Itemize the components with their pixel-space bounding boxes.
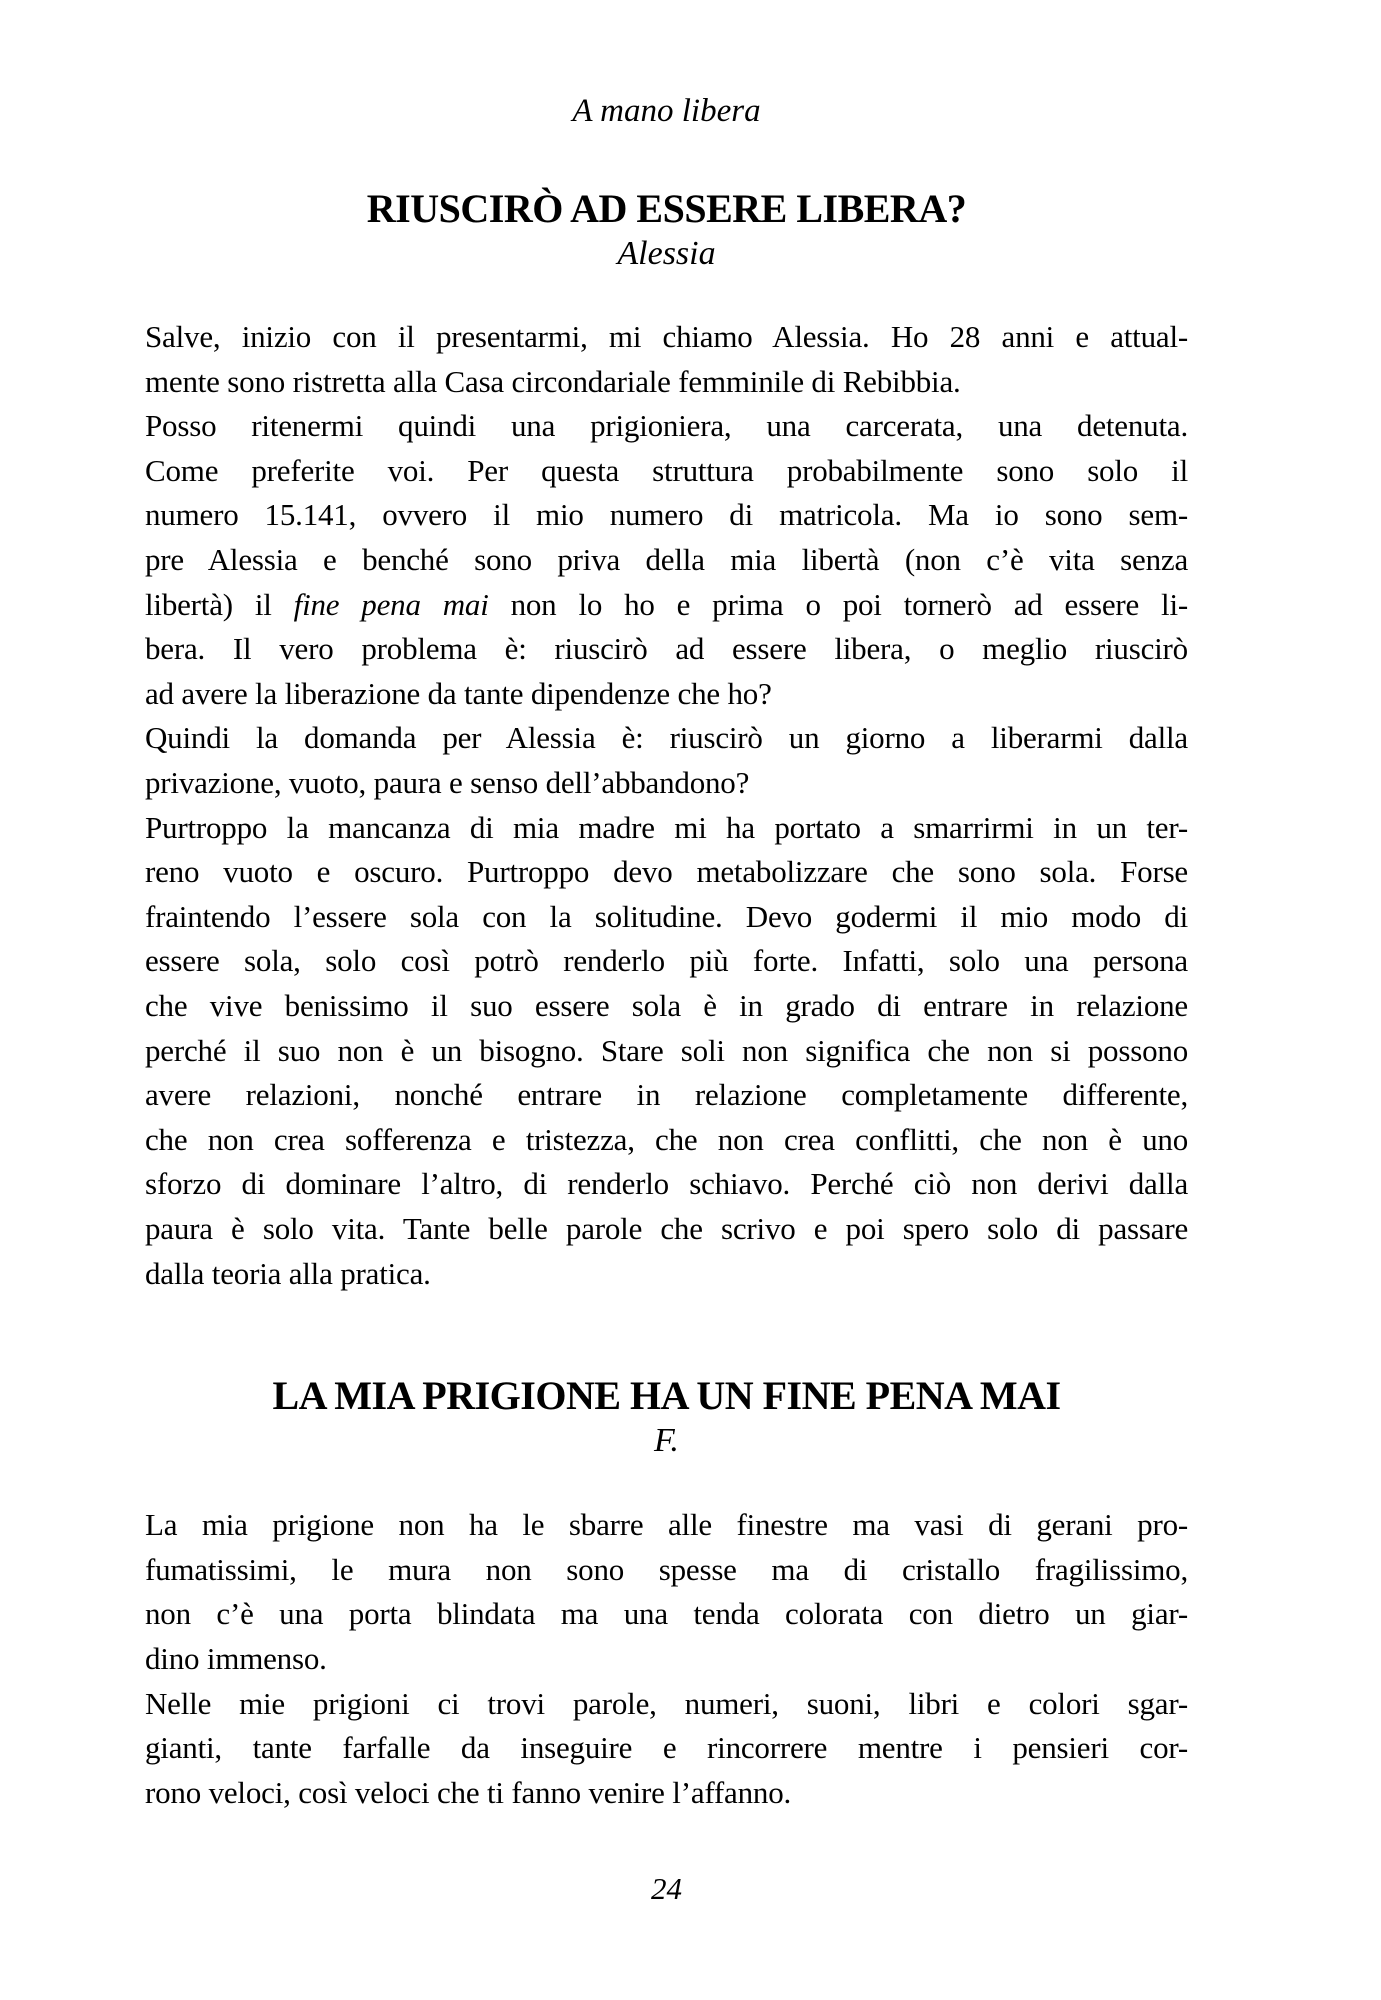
text-line: dalla teoria alla pratica. [145,1255,431,1291]
section-la-mia-prigione [145,1373,1188,1815]
text-line: Salve, inizio con il presentarmi, mi chiamo Alessia. Ho 28 anni e attual- [145,319,1188,355]
body-text [145,1503,1188,1815]
text-line: non c’è una porta blindata ma una tenda colorata con dietro un giar- [145,1596,1188,1632]
text-line: paura è solo vita. Tante belle parole che scrivo e poi spero solo di passare [145,1210,1188,1246]
text-line: privazione, vuoto, paura e senso dell’abbandono? [145,764,750,800]
text-line: che non crea sofferenza e tristezza, che non crea conflitti, che non è uno [145,1121,1188,1157]
text-line: Quindi la domanda per Alessia è: riuscirò un giorno a liberarmi dalla [145,720,1188,756]
text-line: sforzo di dominare l’altro, di renderlo schiavo. Perché ciò non derivi dalla [145,1166,1188,1202]
text-line: reno vuoto e oscuro. Purtroppo devo metabolizzare che sono sola. Forse [145,854,1188,890]
text-line: che vive benissimo il suo essere sola è in grado di entrare in relazione [145,987,1188,1023]
text-line: Come preferite voi. Per questa struttura probabilmente sono solo il [145,452,1188,488]
section-title: LA MIA PRIGIONE HA UN FINE PENA MAI [272,1373,1061,1419]
text-line: Nelle mie prigioni ci trovi parole, numeri, suoni, libri e colori sgar- [145,1685,1188,1721]
text-line: rono veloci, così veloci che ti fanno venire l’affanno. [145,1774,792,1810]
text-line: numero 15.141, ovvero il mio numero di matricola. Ma io sono sem- [145,497,1188,533]
text-line: Purtroppo la mancanza di mia madre mi ha portato a smarrirmi in un ter- [145,809,1188,845]
text-line: avere relazioni, nonché entrare in relazione completamente differente, [145,1077,1188,1113]
text-line: bera. Il vero problema è: riuscirò ad essere libera, o meglio riuscirò [145,631,1188,667]
text-line: pre Alessia e benché sono priva della mia libertà (non c’è vita senza [145,542,1188,577]
text-line: ad avere la liberazione da tante dipendenze che ho? [145,675,772,711]
body-text [145,315,1188,1296]
text-line: mente sono ristretta alla Casa circondariale femminile di Rebibbia. [145,363,961,399]
text-line: gianti, tante farfalle da inseguire e rincorrere mentre i pensieri cor- [145,1730,1188,1766]
section-riusciro [145,186,1188,1296]
text-line: libertà) il fine pena mai non lo ho e prima o poi tornerò ad essere li- [145,586,1188,622]
section-title: RIUSCIRÒ AD ESSERE LIBERA? [366,185,967,231]
text-line: fraintendo l’essere sola con la solitudine. Devo godermi il mio modo di [145,898,1188,934]
section-author: F. [654,1422,679,1460]
text-line: dino immenso. [145,1640,327,1676]
text-line: La mia prigione non ha le sbarre alle finestre ma vasi di gerani pro- [145,1507,1188,1543]
text-column [145,0,1188,1908]
text-line: Posso ritenermi quindi una prigioniera, una carcerata, una detenuta. [145,408,1188,444]
page-number: 24 [651,1871,682,1907]
text-line: essere sola, solo così potrò renderlo più forte. Infatti, solo una persona [145,943,1188,979]
text-line: fumatissimi, le mura non sono spesse ma di cristallo fragilissimo, [145,1551,1188,1587]
running-header: A mano libera [572,93,761,129]
section-author: Alessia [617,234,716,272]
text-line: perché il suo non è un bisogno. Stare soli non significa che non si possono [145,1032,1188,1068]
